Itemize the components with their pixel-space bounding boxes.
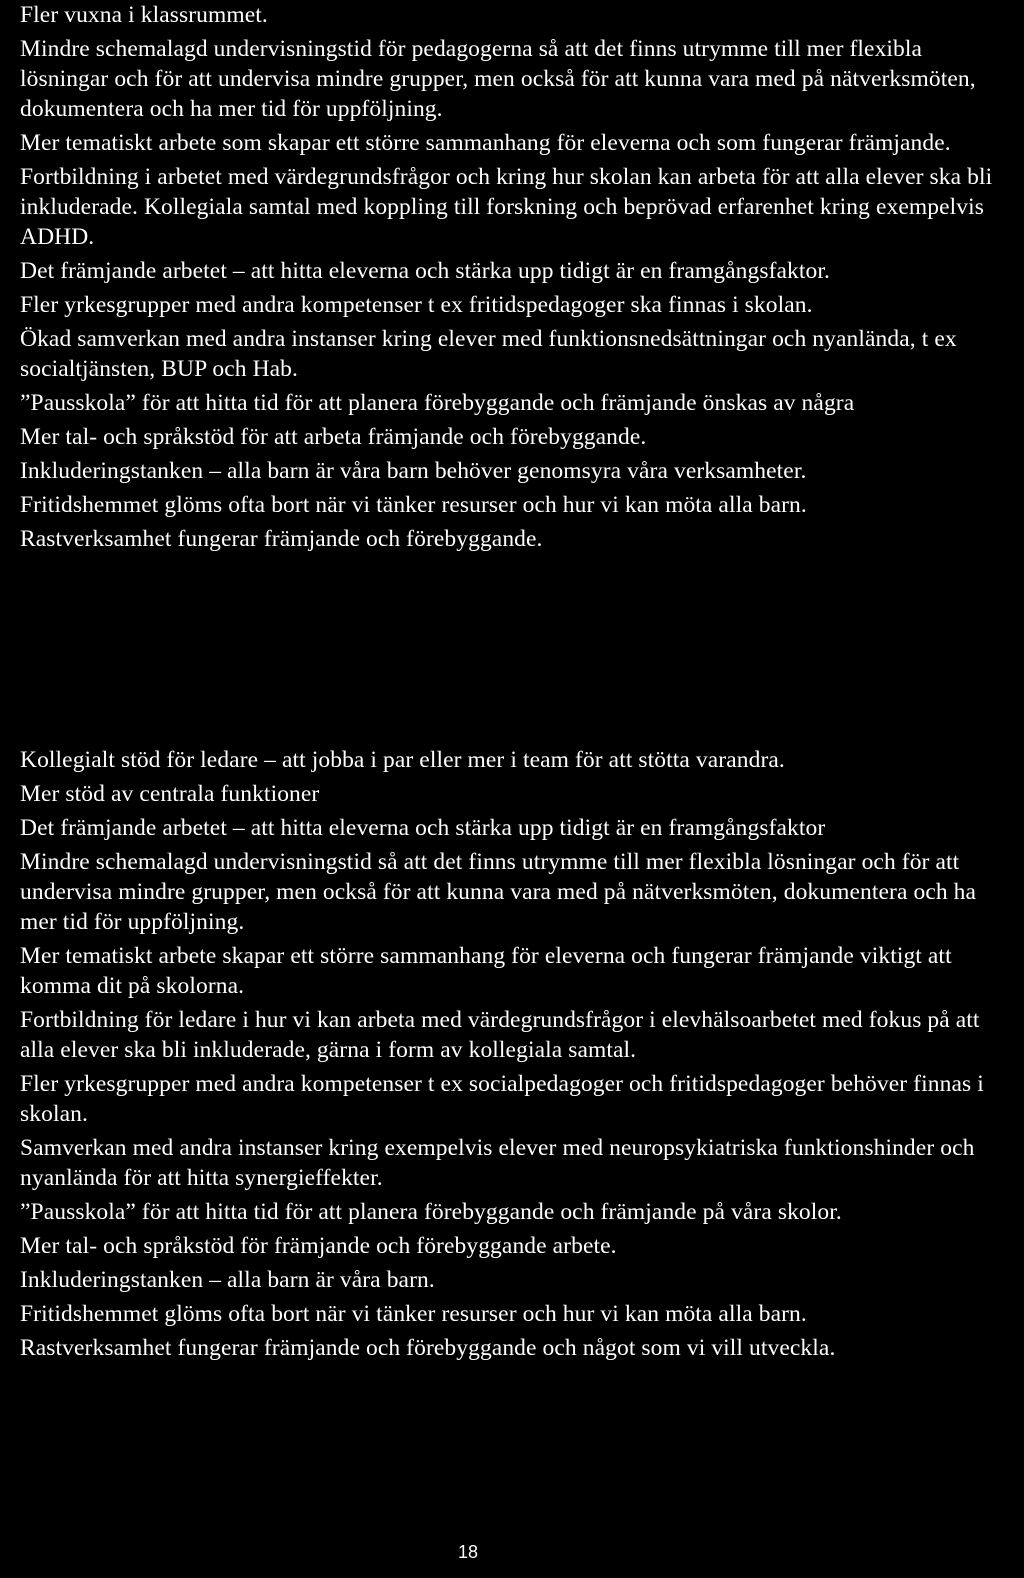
paragraph: Fler yrkesgrupper med andra kompetenser t ex socialpedagoger och fritidspedagoger behöver finnas i skolan. [20,1071,984,1127]
paragraph: Mer tal- och språkstöd för främjande och förebyggande arbete. [20,1233,617,1259]
paragraph: Mer stöd av centrala funktioner [20,781,320,807]
paragraph: Samverkan med andra instanser kring exempelvis elever med neuropsykiatriska funktionshinder och nyanlända för att hitta synergieffekter. [20,1135,975,1191]
paragraph: Fritidshemmet glöms ofta bort när vi tänker resurser och hur vi kan möta alla barn. [20,492,807,518]
section-first-list [0,0,1024,554]
paragraph: Fler vuxna i klassrummet. [20,2,268,28]
paragraph: Fortbildning i arbetet med värdegrundsfrågor och kring hur skolan kan arbeta för att alla elever ska bli inkluderade. Kollegiala samtal med koppling till forskning och beprövad erfarenhet kring exempelvis ADHD. [20,164,993,250]
paragraph: Fritidshemmet glöms ofta bort när vi tänker resurser och hur vi kan möta alla barn. [20,1301,807,1327]
paragraph: Det främjande arbetet – att hitta eleverna och stärka upp tidigt är en framgångsfaktor [20,815,826,841]
paragraph: ”Pausskola” för att hitta tid för att planera förebyggande och främjande på våra skolor. [20,1199,842,1225]
paragraph: Inkluderingstanken – alla barn är våra barn behöver genomsyra våra verksamheter. [20,458,807,484]
paragraph: Mindre schemalagd undervisningstid så att det finns utrymme till mer flexibla lösningar och för att undervisa mindre grupper, men också för att kunna vara med på nätverksmöten, dokumentera och ha mer tid för uppföljning. [20,849,977,935]
paragraph: Inkluderingstanken – alla barn är våra barn. [20,1267,435,1293]
paragraph: ”Pausskola” för att hitta tid för att planera förebyggande och främjande önskas av några [20,390,855,416]
paragraph: Mer tal- och språkstöd för att arbeta främjande och förebyggande. [20,424,647,450]
paragraph: Ökad samverkan med andra instanser kring elever med funktionsnedsättningar och nyanlända, t ex socialtjänsten, BUP och Hab. [20,326,957,382]
paragraph: Fler yrkesgrupper med andra kompetenser t ex fritidspedagoger ska finnas i skolan. [20,292,813,318]
paragraph: Kollegialt stöd för ledare – att jobba i par eller mer i team för att stötta varandra. [20,747,785,773]
paragraph: Rastverksamhet fungerar främjande och förebyggande. [20,526,543,552]
paragraph: Mer tematiskt arbete som skapar ett större sammanhang för eleverna och som fungerar främjande. [20,130,951,156]
paragraph: Rastverksamhet fungerar främjande och förebyggande och något som vi vill utveckla. [20,1335,836,1361]
paragraph: Fortbildning för ledare i hur vi kan arbeta med värdegrundsfrågor i elevhälsoarbetet med fokus på att alla elever ska bli inkluderade, gärna i form av kollegiala samtal. [20,1007,980,1063]
section-second-list [0,745,1024,1363]
page-number: 18 [457,1542,479,1562]
paragraph: Det främjande arbetet – att hitta eleverna och stärka upp tidigt är en framgångsfaktor. [20,258,830,284]
paragraph: Mer tematiskt arbete skapar ett större sammanhang för eleverna och fungerar främjande viktigt att komma dit på skolorna. [20,943,952,999]
paragraph: Mindre schemalagd undervisningstid för pedagogerna så att det finns utrymme till mer flexibla lösningar och för att undervisa mindre grupper, men också för att kunna vara med på nätverksmöten, dokumentera och ha mer tid för uppföljning. [20,36,976,122]
